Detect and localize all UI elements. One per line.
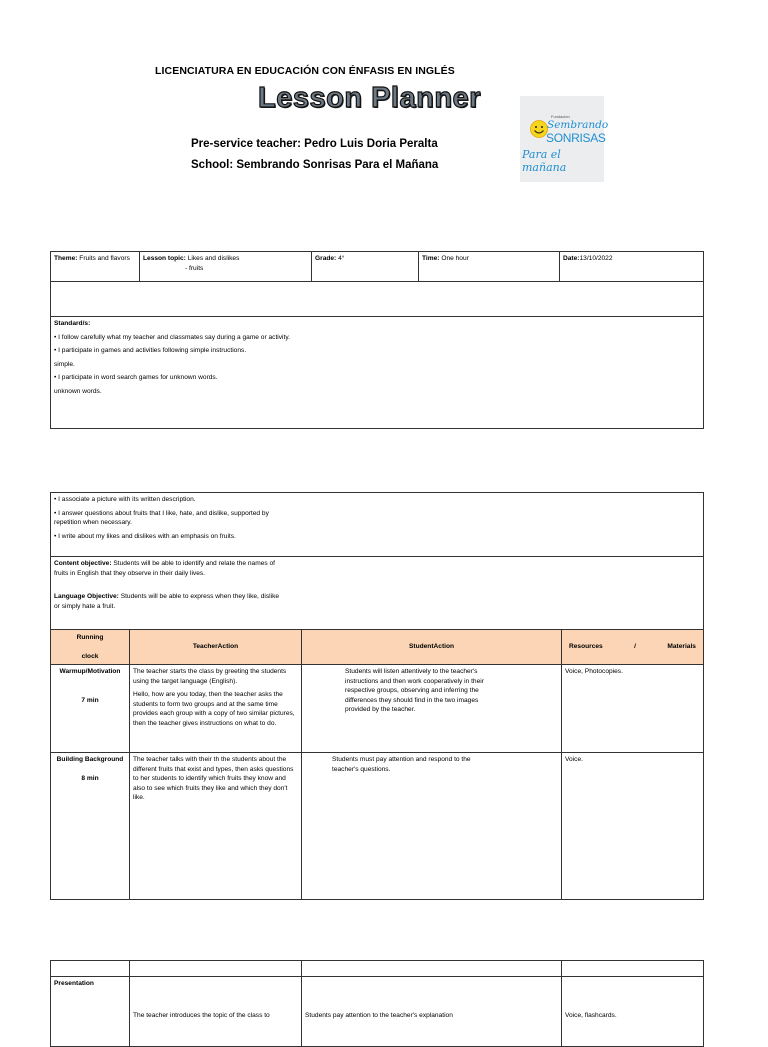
date-cell: Date:13/10/2022 [560,252,704,282]
teacher-action-warmup: The teacher starts the class by greeting the students using the target language (English). Hello, how are you today, then the teacher asks the students to form two groups and at the same time provides each group with a copy of two similar pictures, then the teacher gives instructions on what to do. [130,665,302,753]
topic-cell: Lesson topic: Likes and dislikes - fruits [140,252,312,282]
col-resources: Resources / Materials [562,630,704,665]
empty-cell-4 [562,961,704,977]
stage-warmup: Warmup/Motivation 7 min [51,665,130,753]
objectives-cell: Content objective: Students will be able to identify and relate the names of fruits in English that they observe in their daily lives. Language Objective: Students will be able to express when they like, dislike or simply hate a fruit. [51,557,704,630]
empty-cell-1 [51,961,130,977]
col-running-clock: Running clock [51,630,130,665]
logo-small-text: Fundación [551,114,570,119]
student-action-building: Students must pay attention and respond to the teacher's questions. [302,753,562,900]
resources-presentation: Voice, flashcards. [562,977,704,1047]
page-title: Lesson Planner [258,82,481,114]
col-student-action: StudentAction [302,630,562,665]
theme-cell: Theme: Fruits and flavors [51,252,140,282]
empty-cell-2 [130,961,302,977]
stage-building-background: Building Background 8 min [51,753,130,900]
grade-cell: Grade: 4° [312,252,419,282]
col-teacher-action: TeacherAction [130,630,302,665]
standards-cell: Standard/s: • I follow carefully what my teacher and classmates say during a game or activity. • I participate in games and activities following simple instructions. simple. • I participate in word search games for unknown words. unknown words. [51,317,704,429]
logo-line-2: SONRISAS [546,131,606,145]
lesson-plan-table [50,492,704,900]
logo-line-1: Sembrando [547,119,609,131]
teacher-action-presentation: The teacher introduces the topic of the class to [130,977,302,1047]
empty-row [51,282,704,317]
teacher-name: Pre-service teacher: Pedro Luis Doria Peralta [191,138,438,150]
logo-line-3: Para el mañana [522,148,567,174]
student-action-presentation: Students pay attention to the teacher's explanation [302,977,562,1047]
teacher-action-building: The teacher talks with their th the students about the different fruits that exist and types, then asks questions to her students to identify which fruits they know and also to see which fruits they like and which they don't like. [130,753,302,900]
presentation-table [50,960,704,1047]
school-name: School: Sembrando Sonrisas Para el Mañana [191,159,439,171]
program-heading: LICENCIATURA EN EDUCACIÓN CON ÉNFASIS EN INGLÉS [155,65,455,77]
lesson-info-table [50,251,704,429]
empty-cell-3 [302,961,562,977]
school-logo [520,96,609,182]
time-cell: Time: One hour [419,252,560,282]
student-action-warmup: Students will listen attentively to the teacher's instructions and then work cooperatively in their respective groups, observing and inferring the differences they should find in the two images provided by the teacher. [302,665,562,753]
resources-building: Voice. [562,753,704,900]
standards-continued-cell: • I associate a picture with its written description. • I answer questions about fruits that I like, hate, and dislike, supported by repetition when necessary. • I write about my likes and dislikes with an emphasis on fruits. [51,493,704,557]
resources-warmup: Voice, Photocopies. [562,665,704,753]
stage-presentation: Presentation [51,977,130,1047]
